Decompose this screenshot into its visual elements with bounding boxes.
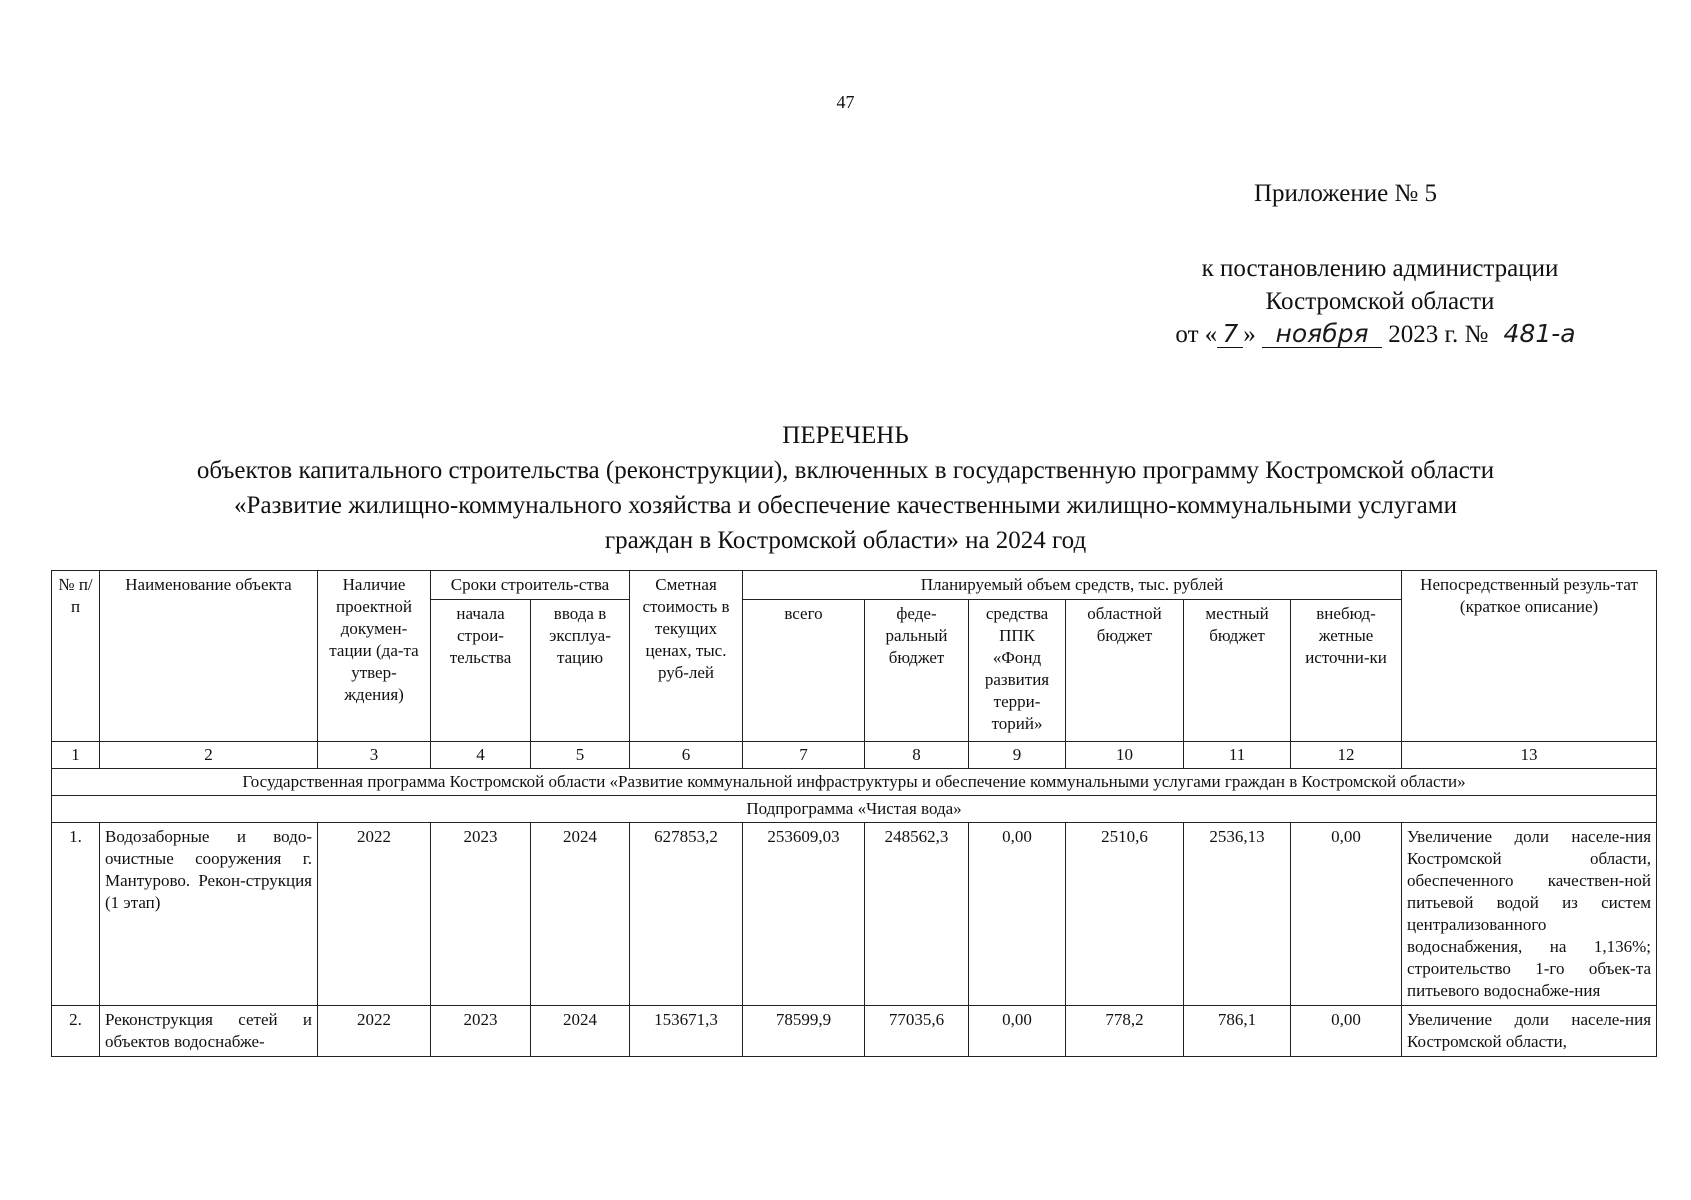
handwritten-number: 481-а: [1503, 319, 1576, 348]
cell-commission: 2024: [531, 823, 630, 1006]
cell-local: 2536,13: [1184, 823, 1291, 1006]
header-num: № п/п: [52, 571, 100, 742]
header-cost: Сметная стоимость в текущих ценах, тыс. руб-лей: [630, 571, 743, 742]
header-terms: Сроки строитель-ства: [431, 571, 630, 600]
cell-offbudget: 0,00: [1291, 823, 1402, 1006]
decree-date-line: [1150, 318, 1610, 351]
header-total: всего: [743, 600, 865, 742]
cell-design: 2022: [318, 1006, 431, 1057]
column-number: 5: [531, 742, 630, 769]
cell-result: Увеличение доли населе-ния Костромской области,: [1402, 1006, 1657, 1057]
table-row: [52, 823, 1657, 1006]
column-number: 12: [1291, 742, 1402, 769]
handwritten-month: ноября: [1262, 321, 1382, 348]
header-offbudget: внебюд-жетные источни-ки: [1291, 600, 1402, 742]
page-number: 47: [836, 92, 855, 112]
table-row: [52, 1006, 1657, 1057]
program-row: [52, 769, 1657, 796]
column-number: 1: [52, 742, 100, 769]
cell-cost: 627853,2: [630, 823, 743, 1006]
cell-total: 78599,9: [743, 1006, 865, 1057]
cell-num: 1.: [52, 823, 100, 1006]
cell-offbudget: 0,00: [1291, 1006, 1402, 1057]
document-title: ПЕРЕЧЕНЬ: [782, 422, 909, 449]
date-mid: »: [1243, 321, 1256, 348]
column-number: 13: [1402, 742, 1657, 769]
document-heading: [0, 418, 1691, 558]
cell-start: 2023: [431, 823, 531, 1006]
cell-name: Водозаборные и водо-очистные сооружения г. Мантурово. Рекон-струкция (1 этап): [100, 823, 318, 1006]
subprogram-title: Подпрограмма «Чистая вода»: [52, 796, 1657, 823]
cell-local: 786,1: [1184, 1006, 1291, 1057]
decree-reference: [1150, 252, 1610, 351]
cell-commission: 2024: [531, 1006, 630, 1057]
cell-cost: 153671,3: [630, 1006, 743, 1057]
header-local: местный бюджет: [1184, 600, 1291, 742]
cell-start: 2023: [431, 1006, 531, 1057]
header-design: Наличие проектной докумен-тации (да-та утвер-ждения): [318, 571, 431, 742]
header-ppk: средства ППК «Фонд развития терри-торий»: [969, 600, 1066, 742]
cell-federal: 77035,6: [865, 1006, 969, 1057]
column-number: 2: [100, 742, 318, 769]
cell-total: 253609,03: [743, 823, 865, 1006]
header-row-1: [52, 571, 1657, 600]
cell-num: 2.: [52, 1006, 100, 1057]
cell-regional: 778,2: [1066, 1006, 1184, 1057]
cell-regional: 2510,6: [1066, 823, 1184, 1006]
header-start: начала строи-тельства: [431, 600, 531, 742]
column-number: 6: [630, 742, 743, 769]
objects-table: [51, 570, 1657, 1057]
decree-line-1: к постановлению администрации: [1201, 255, 1559, 282]
header-planned: Планируемый объем средств, тыс. рублей: [743, 571, 1402, 600]
header-result: Непосредственный резуль-тат (краткое описание): [1402, 571, 1657, 742]
column-number: 3: [318, 742, 431, 769]
column-number: 7: [743, 742, 865, 769]
cell-name: Реконструкция сетей и объектов водоснабже-: [100, 1006, 318, 1057]
cell-design: 2022: [318, 823, 431, 1006]
column-number: 9: [969, 742, 1066, 769]
header-federal: феде-ральный бюджет: [865, 600, 969, 742]
cell-federal: 248562,3: [865, 823, 969, 1006]
date-prefix: от «: [1175, 321, 1218, 348]
decree-line-2: Костромской области: [1265, 288, 1495, 315]
header-regional: областной бюджет: [1066, 600, 1184, 742]
cell-ppk: 0,00: [969, 1006, 1066, 1057]
date-year: 2023 г. №: [1388, 321, 1489, 348]
appendix-label: Приложение № 5: [1254, 180, 1438, 207]
cell-result: Увеличение доли населе-ния Костромской области, обеспеченного качествен-ной питьевой водой из систем централизованного водоснабжения, на 1,136%; строительство 1-го объек-та питьевого водоснабже-ния: [1402, 823, 1657, 1006]
subprogram-row: [52, 796, 1657, 823]
program-title: Государственная программа Костромской области «Развитие коммунальной инфраструктуры и обеспечение коммунальными услугами граждан в Костромской области»: [52, 769, 1657, 796]
column-number-row: [52, 742, 1657, 769]
cell-ppk: 0,00: [969, 823, 1066, 1006]
column-number: 4: [431, 742, 531, 769]
document-subtitle: объектов капитального строительства (реконструкции), включенных в государственную программу Костромской области «Развитие жилищно-коммунального хозяйства и обеспечение качественными жилищно-коммунальными услугами граждан в Костромской области» на 2024 год: [196, 457, 1495, 554]
column-number: 10: [1066, 742, 1184, 769]
column-number: 11: [1184, 742, 1291, 769]
handwritten-day: 7: [1217, 321, 1243, 348]
header-name: Наименование объекта: [100, 571, 318, 742]
column-number: 8: [865, 742, 969, 769]
header-commission: ввода в эксплуа-тацию: [531, 600, 630, 742]
